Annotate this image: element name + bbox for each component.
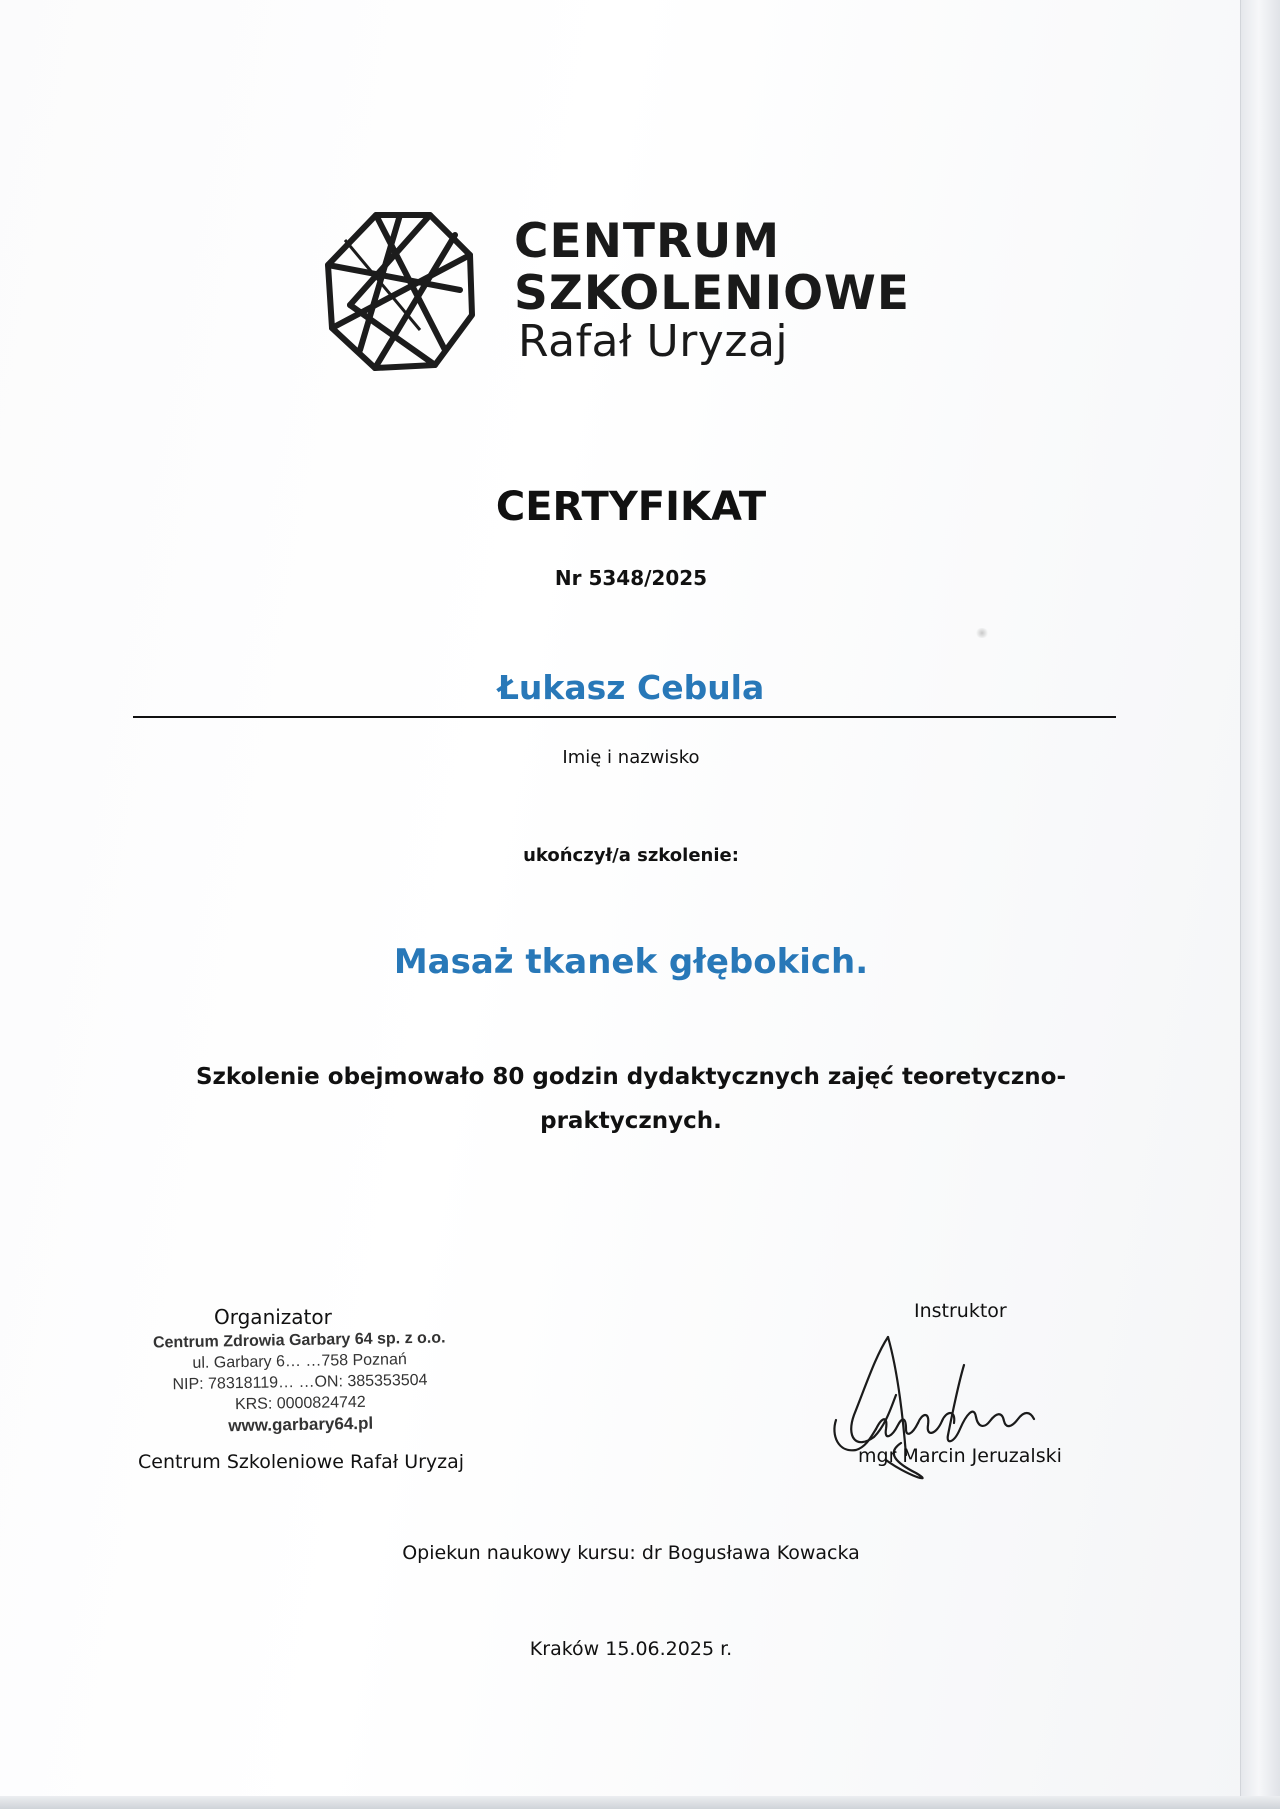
instructor-label: Instruktor bbox=[914, 1300, 1007, 1322]
paper-speck bbox=[975, 628, 989, 638]
stamp-line: NIP: 78318119… …ON: 385353504 bbox=[172, 1371, 428, 1394]
course-description-line2: praktycznych. bbox=[540, 1108, 722, 1134]
certificate-number: Nr 5348/2025 bbox=[554, 566, 708, 590]
completed-label: ukończył/a szkolenie: bbox=[523, 845, 739, 866]
name-label: Imię i nazwisko bbox=[562, 747, 700, 768]
stamp-line: Centrum Zdrowia Garbary 64 sp. z o.o. bbox=[152, 1329, 446, 1352]
logo-line-centrum: CENTRUM bbox=[514, 214, 781, 269]
page-edge-right bbox=[1240, 0, 1280, 1809]
organizer-name: Centrum Szkoleniowe Rafał Uryzaj bbox=[138, 1451, 465, 1473]
place-and-date: Kraków 15.06.2025 r. bbox=[529, 1638, 733, 1660]
instructor-name: mgr Marcin Jeruzalski bbox=[858, 1445, 1062, 1467]
course-description-line1: Szkolenie obejmowało 80 godzin dydaktycznych zajęć teoretyczno- bbox=[195, 1064, 1067, 1090]
course-name: Masaż tkanek głębokich. bbox=[393, 942, 869, 982]
stamp-line: www.garbary64.pl bbox=[228, 1413, 374, 1436]
page-edge-bottom bbox=[0, 1796, 1280, 1809]
logo-wordmark bbox=[514, 212, 934, 372]
logo-line-owner: Rafał Uryzaj bbox=[518, 316, 789, 367]
logo-line-szkoleniowe: SZKOLENIOWE bbox=[514, 266, 910, 321]
stamp-line: ul. Garbary 6… …758 Poznań bbox=[192, 1351, 407, 1372]
organizer-stamp bbox=[149, 1327, 451, 1437]
name-underline bbox=[133, 716, 1116, 718]
recipient-name: Łukasz Cebula bbox=[497, 668, 765, 707]
organizer-label: Organizator bbox=[214, 1305, 332, 1329]
stamp-line: KRS: 0000824742 bbox=[234, 1393, 366, 1414]
scientific-supervisor: Opiekun naukowy kursu: dr Bogusława Kowacka bbox=[402, 1542, 860, 1564]
certificate-title: CERTYFIKAT bbox=[495, 484, 767, 530]
octagon-network-icon bbox=[320, 210, 480, 375]
